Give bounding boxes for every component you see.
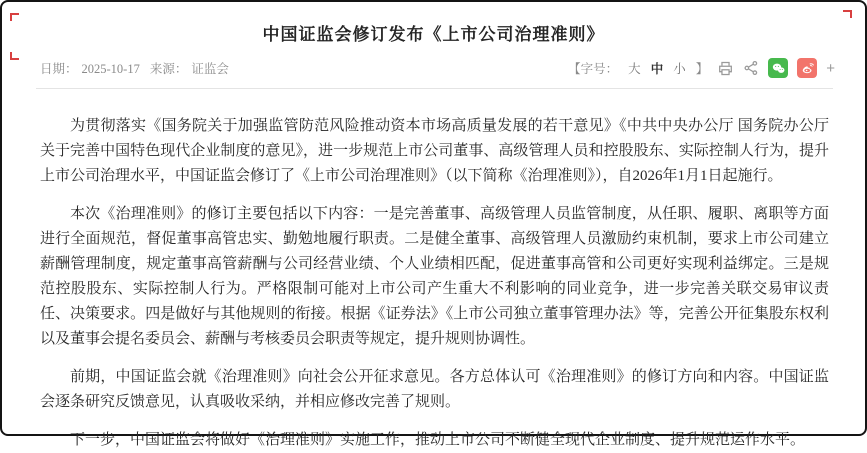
annotation-mark-top-left <box>10 13 19 21</box>
font-size-control <box>568 59 708 77</box>
weibo-icon[interactable] <box>797 58 817 78</box>
article-toolbar <box>568 58 835 78</box>
annotation-mark-left <box>10 52 19 60</box>
source-value: 证监会 <box>191 62 229 76</box>
annotation-mark-top-right <box>843 10 852 18</box>
font-size-small-button[interactable]: 小 <box>673 62 686 76</box>
paragraph: 下一步，中国证监会将做好《治理准则》实施工作，推动上市公司不断健全现代企业制度、提升规范运作水平。 <box>70 432 806 448</box>
wechat-icon[interactable] <box>768 58 788 78</box>
font-size-large-button[interactable]: 大 <box>628 62 641 76</box>
meta-row <box>40 58 835 78</box>
paragraph: 为贯彻落实《国务院关于加强监管防范风险推动资本市场高质量发展的若干意见》《中共中央办公厅 国务院办公厅关于完善中国特色现代企业制度的意见》，进一步规范上市公司董事、高级管理人员和控股股东、实际控制人行为，提升上市公司治理水平，中国证监会修订了《上市公司治理准则》（以下简称《治理准则》），自2026年1月1日起施行。 <box>40 118 829 184</box>
more-share-button[interactable]: + <box>826 59 835 77</box>
print-icon[interactable] <box>717 60 734 77</box>
page-title: 中国证监会修订发布《上市公司治理准则》 <box>262 25 605 44</box>
source-label: 来源： <box>149 62 188 76</box>
paragraph: 前期，中国证监会就《治理准则》向社会公开征求意见。各方总体认可《治理准则》的修订方向和内容。中国证监会逐条研究反馈意见，认真吸收采纳，并相应修改完善了规则。 <box>40 369 829 410</box>
font-size-medium-button[interactable]: 中 <box>650 62 664 76</box>
share-icon[interactable] <box>743 60 759 76</box>
date-value: 2025-10-17 <box>81 62 140 76</box>
font-size-prefix: 【字号： <box>568 62 619 76</box>
article-meta <box>40 59 239 77</box>
paragraph: 本次《治理准则》的修订主要包括以下内容：一是完善董事、高级管理人员监管制度，从任职、履职、离职等方面进行全面规范，督促董事高管忠实、勤勉地履行职责。二是健全董事、高级管理人员激励约束机制，要求上市公司建立薪酬管理制度，规定董事高管薪酬与公司经营业绩、个人业绩相匹配，促进董事高管和公司更好实现利益绑定。三是规范控股股东、实际控制人行为。严格限制可能对上市公司产生重大不利影响的同业竞争，进一步完善关联交易审议责任、决策要求。四是做好与其他规则的衔接。根据《证券法》《上市公司独立董事管理办法》等，完善公开征集股东权利以及董事会提名委员会、薪酬与考核委员会职责等规定，提升规则协调性。 <box>40 206 829 347</box>
date-label: 日期： <box>40 62 78 76</box>
font-size-suffix: 】 <box>695 62 709 76</box>
article-body <box>2 89 865 453</box>
